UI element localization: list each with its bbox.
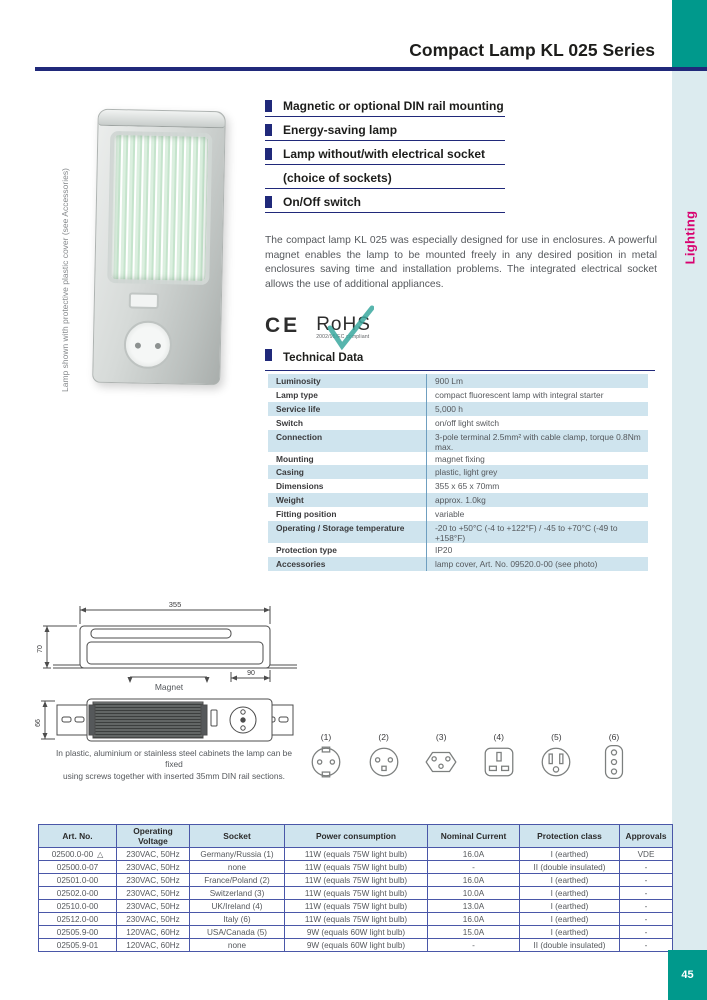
technical-value: variable — [426, 507, 648, 521]
order-cell: UK/Ireland (4) — [190, 900, 285, 913]
order-cell: Italy (6) — [190, 913, 285, 926]
swiss-socket-icon — [423, 744, 459, 780]
order-cell: I (earthed) — [520, 913, 620, 926]
order-cell: 02501.0-00 — [39, 874, 117, 887]
technical-value: magnet fixing — [426, 452, 648, 466]
socket-label: (2) — [378, 732, 389, 742]
technical-row — [268, 388, 648, 402]
certifications — [265, 314, 386, 340]
order-header-cell: Protection class — [520, 825, 620, 848]
order-cell: - — [620, 900, 673, 913]
order-cell: - — [620, 861, 673, 874]
order-cell: 11W (equals 75W light bulb) — [285, 900, 428, 913]
order-header-cell: Operating Voltage — [117, 825, 190, 848]
technical-row — [268, 557, 648, 571]
order-cell: II (double insulated) — [520, 861, 620, 874]
technical-value: 355 x 65 x 70mm — [426, 479, 648, 493]
order-cell: - — [428, 861, 520, 874]
feature-label: (choice of sockets) — [283, 171, 392, 185]
feature-item — [265, 121, 505, 141]
technical-value: plastic, light grey — [426, 465, 648, 479]
technical-label: Accessories — [276, 558, 326, 569]
order-cell: 9W (equals 60W light bulb) — [285, 926, 428, 939]
order-cell: 11W (equals 75W light bulb) — [285, 874, 428, 887]
feature-item — [265, 97, 505, 117]
technical-data-title: Technical Data — [283, 352, 364, 364]
order-cell: 120VAC, 60Hz — [117, 926, 190, 939]
order-cell: 02512.0-00 — [39, 913, 117, 926]
bullet-icon — [265, 100, 272, 112]
order-cell: 120VAC, 60Hz — [117, 939, 190, 952]
category-tab — [672, 205, 707, 270]
order-cell: Germany/Russia (1) — [190, 848, 285, 861]
order-cell: none — [190, 939, 285, 952]
technical-label: Casing — [276, 467, 304, 478]
technical-value: lamp cover, Art. No. 09520.0-00 (see photo) — [426, 557, 648, 571]
order-cell: USA/Canada (5) — [190, 926, 285, 939]
dim-70: 70 — [37, 645, 44, 653]
technical-row — [268, 543, 648, 557]
technical-row — [268, 402, 648, 416]
order-header-cell: Approvals — [620, 825, 673, 848]
technical-label: Service life — [276, 403, 321, 414]
dim-355: 355 — [168, 600, 182, 609]
technical-label: Switch — [276, 417, 303, 428]
feature-list — [265, 97, 505, 217]
product-photo — [92, 109, 226, 386]
order-cell: France/Poland (2) — [190, 874, 285, 887]
technical-label: Dimensions — [276, 481, 324, 492]
order-row — [39, 887, 673, 900]
order-header-cell: Art. No. — [39, 825, 117, 848]
order-cell: 13.0A — [428, 900, 520, 913]
page-title: Compact Lamp KL 025 Series — [409, 40, 655, 60]
rohs-label: RoHS — [316, 314, 371, 335]
technical-label: Weight — [276, 495, 304, 506]
lamp-switch — [129, 292, 159, 309]
order-cell: - — [620, 913, 673, 926]
order-cell: - — [620, 939, 673, 952]
order-cell: 16.0A — [428, 913, 520, 926]
technical-label: Connection — [276, 431, 323, 442]
technical-value: 900 Lm — [426, 374, 648, 388]
technical-label: Operating / Storage temperature — [276, 523, 405, 534]
order-cell: 02510.0-00 — [39, 900, 117, 913]
drawing-caption-line1: In plastic, aluminium or stainless steel cabinets the lamp can be fixed — [55, 748, 292, 770]
order-cell: I (earthed) — [520, 874, 620, 887]
order-cell: 02502.0-00 — [39, 887, 117, 900]
order-cell: VDE — [620, 848, 673, 861]
order-cell: 02505.9-01 — [39, 939, 117, 952]
technical-value: -20 to +50°C (-4 to +122°F) / -45 to +70°C (-49 to +158°F) — [426, 521, 648, 543]
order-cell: 11W (equals 75W light bulb) — [285, 861, 428, 874]
order-header-cell: Nominal Current — [428, 825, 520, 848]
technical-row — [268, 521, 648, 543]
rohs-mark — [316, 314, 386, 340]
socket-diagram-6 — [591, 732, 637, 785]
bullet-icon — [265, 148, 272, 160]
socket-label: (4) — [493, 732, 505, 742]
order-cell: 9W (equals 60W light bulb) — [285, 939, 428, 952]
socket-label: (3) — [435, 732, 447, 742]
photo-caption: Lamp shown with protective plastic cover (see Accessories) — [60, 168, 70, 392]
socket-diagram-2 — [361, 732, 407, 785]
category-label: Lighting — [682, 210, 698, 265]
socket-diagram-3 — [418, 732, 464, 785]
order-cell: II (double insulated) — [520, 939, 620, 952]
order-cell: Switzerland (3) — [190, 887, 285, 900]
ce-mark-icon: CE — [265, 314, 301, 337]
order-table — [38, 824, 672, 952]
order-cell: 15.0A — [428, 926, 520, 939]
technical-row — [268, 452, 648, 466]
socket-label: (6) — [608, 732, 620, 742]
order-row — [39, 926, 673, 939]
technical-value: 5,000 h — [426, 402, 648, 416]
socket-diagrams — [303, 732, 637, 785]
technical-row — [268, 507, 648, 521]
technical-label: Luminosity — [276, 376, 321, 386]
order-row — [39, 874, 673, 887]
us-socket-icon — [538, 744, 574, 780]
drawing-caption-line2: using screws together with inserted 35mm DIN rail sections. — [62, 770, 286, 781]
rohs-checkmark-icon — [322, 304, 374, 350]
order-cell: 16.0A — [428, 848, 520, 861]
page-number: 45 — [681, 969, 694, 981]
technical-label: Fitting position — [276, 509, 337, 520]
technical-row — [268, 493, 648, 507]
order-row — [39, 861, 673, 874]
order-cell: 02500.0-07 — [39, 861, 117, 874]
socket-diagram-4 — [476, 732, 522, 785]
order-cell: I (earthed) — [520, 887, 620, 900]
order-row — [39, 848, 673, 861]
order-row — [39, 900, 673, 913]
order-cell: 230VAC, 50Hz — [117, 913, 190, 926]
dim-90: 90 — [247, 670, 255, 677]
order-header-cell: Socket — [190, 825, 285, 848]
order-cell: I (earthed) — [520, 900, 620, 913]
order-cell: I (earthed) — [520, 926, 620, 939]
corner-accent — [672, 0, 707, 67]
dimension-drawing-rail — [35, 693, 300, 747]
technical-data-heading — [265, 348, 655, 371]
socket-label: (5) — [551, 732, 562, 742]
technical-row — [268, 479, 648, 493]
order-table-header-row — [39, 825, 673, 848]
socket-diagram-5 — [533, 732, 579, 785]
technical-row — [268, 374, 648, 388]
order-cell: none — [190, 861, 285, 874]
feature-item — [265, 145, 505, 165]
order-cell: 230VAC, 50Hz — [117, 848, 190, 861]
technical-value: on/off light switch — [426, 416, 648, 430]
rohs-subtext: 2002/95/EC compliant — [316, 334, 370, 340]
order-row — [39, 913, 673, 926]
socket-diagram-1 — [303, 732, 349, 785]
bullet-icon — [265, 124, 272, 136]
technical-row — [268, 416, 648, 430]
socket-label: (1) — [320, 732, 332, 742]
order-cell: 16.0A — [428, 874, 520, 887]
order-cell: - — [428, 939, 520, 952]
order-cell: 230VAC, 50Hz — [117, 861, 190, 874]
order-cell: 230VAC, 50Hz — [117, 874, 190, 887]
lamp-socket — [123, 320, 172, 369]
order-cell: - — [620, 887, 673, 900]
lamp-glass-cover — [107, 131, 212, 285]
italian-socket-icon — [596, 744, 632, 780]
lamp-body — [92, 109, 226, 386]
feature-label: On/Off switch — [283, 195, 361, 209]
order-cell: 11W (equals 75W light bulb) — [285, 848, 428, 861]
technical-label: Protection type — [276, 545, 337, 556]
order-cell: 02505.9-00 — [39, 926, 117, 939]
feature-item — [265, 169, 505, 189]
page-number-badge — [668, 950, 707, 1000]
french-socket-icon — [366, 744, 402, 780]
technical-table — [268, 374, 648, 571]
dimension-drawing-side — [35, 598, 300, 692]
feature-label: Lamp without/with electrical socket — [283, 147, 486, 161]
technical-row — [268, 465, 648, 479]
order-header-cell: Power consumption — [285, 825, 428, 848]
order-cell: 10.0A — [428, 887, 520, 900]
technical-label: Lamp type — [276, 389, 318, 400]
technical-value: compact fluorescent lamp with integral starter — [426, 388, 648, 402]
feature-label: Energy-saving lamp — [283, 123, 398, 137]
feature-label: Magnetic or optional DIN rail mounting — [283, 99, 504, 113]
order-table-body — [39, 848, 673, 952]
order-cell: 230VAC, 50Hz — [117, 887, 190, 900]
technical-row — [268, 430, 648, 452]
magnet-label: Magnet — [154, 682, 184, 692]
drawing-caption — [48, 748, 300, 782]
schuko-socket-icon — [308, 744, 344, 780]
order-cell: - — [620, 874, 673, 887]
bullet-icon — [265, 349, 272, 361]
feature-item — [265, 193, 505, 213]
bullet-icon — [265, 196, 272, 208]
uk-socket-icon — [481, 744, 517, 780]
order-row — [39, 939, 673, 952]
technical-value: IP20 — [426, 543, 648, 557]
dim-66: 66 — [35, 719, 42, 727]
order-cell: 11W (equals 75W light bulb) — [285, 887, 428, 900]
order-cell: 230VAC, 50Hz — [117, 900, 190, 913]
order-cell: - — [620, 926, 673, 939]
vde-triangle-icon: △ — [97, 849, 104, 859]
order-cell: 02500.0-00 △ — [39, 848, 117, 861]
lamp-top-cap — [99, 110, 225, 129]
order-cell: I (earthed) — [520, 848, 620, 861]
technical-value: 3-pole terminal 2.5mm² with cable clamp, torque 0.8Nm max. — [426, 430, 648, 452]
header-rule — [35, 67, 707, 71]
order-cell: 11W (equals 75W light bulb) — [285, 913, 428, 926]
technical-label: Mounting — [276, 453, 314, 464]
intro-paragraph: The compact lamp KL 025 was especially designed for use in enclosures. A powerful magnet enables the lamp to be mounted freely in any desired position in metal enclosures saving time and installation problems. The integrated electrical socket allows the use of additional appliances. — [265, 235, 657, 290]
technical-value: approx. 1.0kg — [426, 493, 648, 507]
